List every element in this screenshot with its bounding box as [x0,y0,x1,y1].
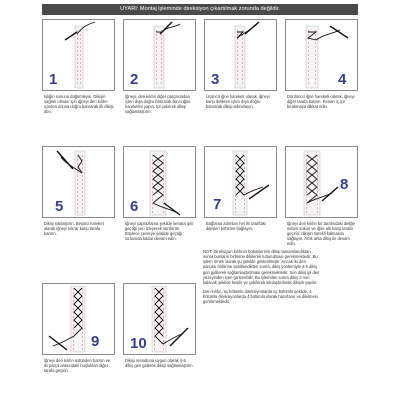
step-9-illustration [42,283,115,355]
step-4-illustration [285,19,358,91]
step-2-illustration [123,19,196,91]
step-1-caption: İşliğin sonunu düğümleyin. Dikişin sağları olması için iğneyi deri kılıfın içinden dışına doğru batırarak ilk dikişi atın. [44,94,114,115]
step-2-caption: İğneyi, deri kılıfın diğer parçasından içten dışa doğru batırarak ikinci iğne hareketini yapın. İpi çekerek dikişi sağlamlaştırın. [125,94,191,115]
needle-fifth-icon [43,147,115,218]
note-paragraph-1: NOT: Direksiyon kılıfının bölümlerinin dikişi tamamlandıktan sonra bunların birbirine dikilerek tutturulması gerekmektedir. Bu işlem örnek olarak şu şekilde gösterilmiştir. Ancak iki deri parçası birbirine sabitlendikten sonra, dikiş yöntemiyle 4-5 dikiş geri gidilerek sağlamlaştırılması gerekmektedir. Son dikiş ipi deri yüzeyinden içeri gizlenebilir. Bu işlemden sonra dikiş 3 mm kalacak şekilde kesilir ve çekilerek sıkılaştırılarak dikişin yapılır. [203,249,320,285]
step-4-caption: Dördüncü iğne hareketi olarak, iğneyi diğer tarafa batırın. Kenarı iç içe bırakmaya dikkat edin. [287,94,355,110]
step-3-caption: Üçüncü iğne hareketi olarak, iğneyi karşı delikten içten dışa doğru batırarak dikişi tekrarlayın. [206,94,270,110]
notes-section [203,249,320,309]
step-7-number: 7 [213,196,222,213]
finish-stitch-icon [43,284,115,355]
step-10-illustration [123,283,196,355]
needle-fourth-icon [286,20,358,91]
step-6-caption: İğneyi çaprazlama şekilde kenara ipin geçtiği yeri izleyerek sürdürün. Böylece çevreye şekilde geçtiği sırasında kadar devam edin. [125,221,194,242]
step-3-illustration [204,19,277,91]
step-8-number: 8 [340,176,349,193]
step-9-caption: İğneyi deri kılıfın üstünden batırın ve iki parça arasındaki boşluktan diğer tarafa geçirin. [44,358,110,374]
step-10-caption: Dikişi metoduna uygun olarak 4-5 dikiş geri giderek dikişi sağlamlaştırın. [125,358,194,369]
step-4-number: 4 [338,71,347,88]
step-7-illustration [204,146,277,218]
step-2-number: 2 [130,71,139,88]
step-6-illustration [123,146,196,218]
step-grid [42,19,358,397]
warning-text: UYARI: Montaj işleminde direksiyon çıkartılmak zorunda değildir. [120,6,280,12]
step-3-number: 3 [211,71,220,88]
note-paragraph-2: Deri kılıfın, üç bölümlü direksiyonlarda üç bölümlü şekilde, 4 bölümlü direksiyonlarda 4 bölümlü olarak hazırlanır ve dikilmesi gerekmektedir. [203,289,318,305]
step-5-number: 5 [55,198,64,215]
step-6-number: 6 [130,198,139,215]
step-5-caption: Dikişi sıkılaştırın. Beşinci hareket olarak iğneyi tekrar karşı tarafa batırın. [44,221,104,237]
step-8-caption: Iğneyi deri kılıfın bir tarafındaki deliğe üstten sokun ve iğne altı karşı tarafa geçirin; dikişin sürekli kalmasını sağlayın. Artık arka dikiş ile devam edin. [287,221,355,247]
step-9-number: 9 [91,333,100,350]
step-7-caption: Bağlama adımları her iki taraftaki dikişleri birbirine bağlayın. [206,221,266,232]
step-10-number: 10 [130,335,147,352]
warning-banner [42,4,358,15]
step-8-illustration [285,146,358,218]
step-1-number: 1 [49,71,58,88]
step-1-illustration [42,19,115,91]
step-5-illustration [42,146,115,218]
